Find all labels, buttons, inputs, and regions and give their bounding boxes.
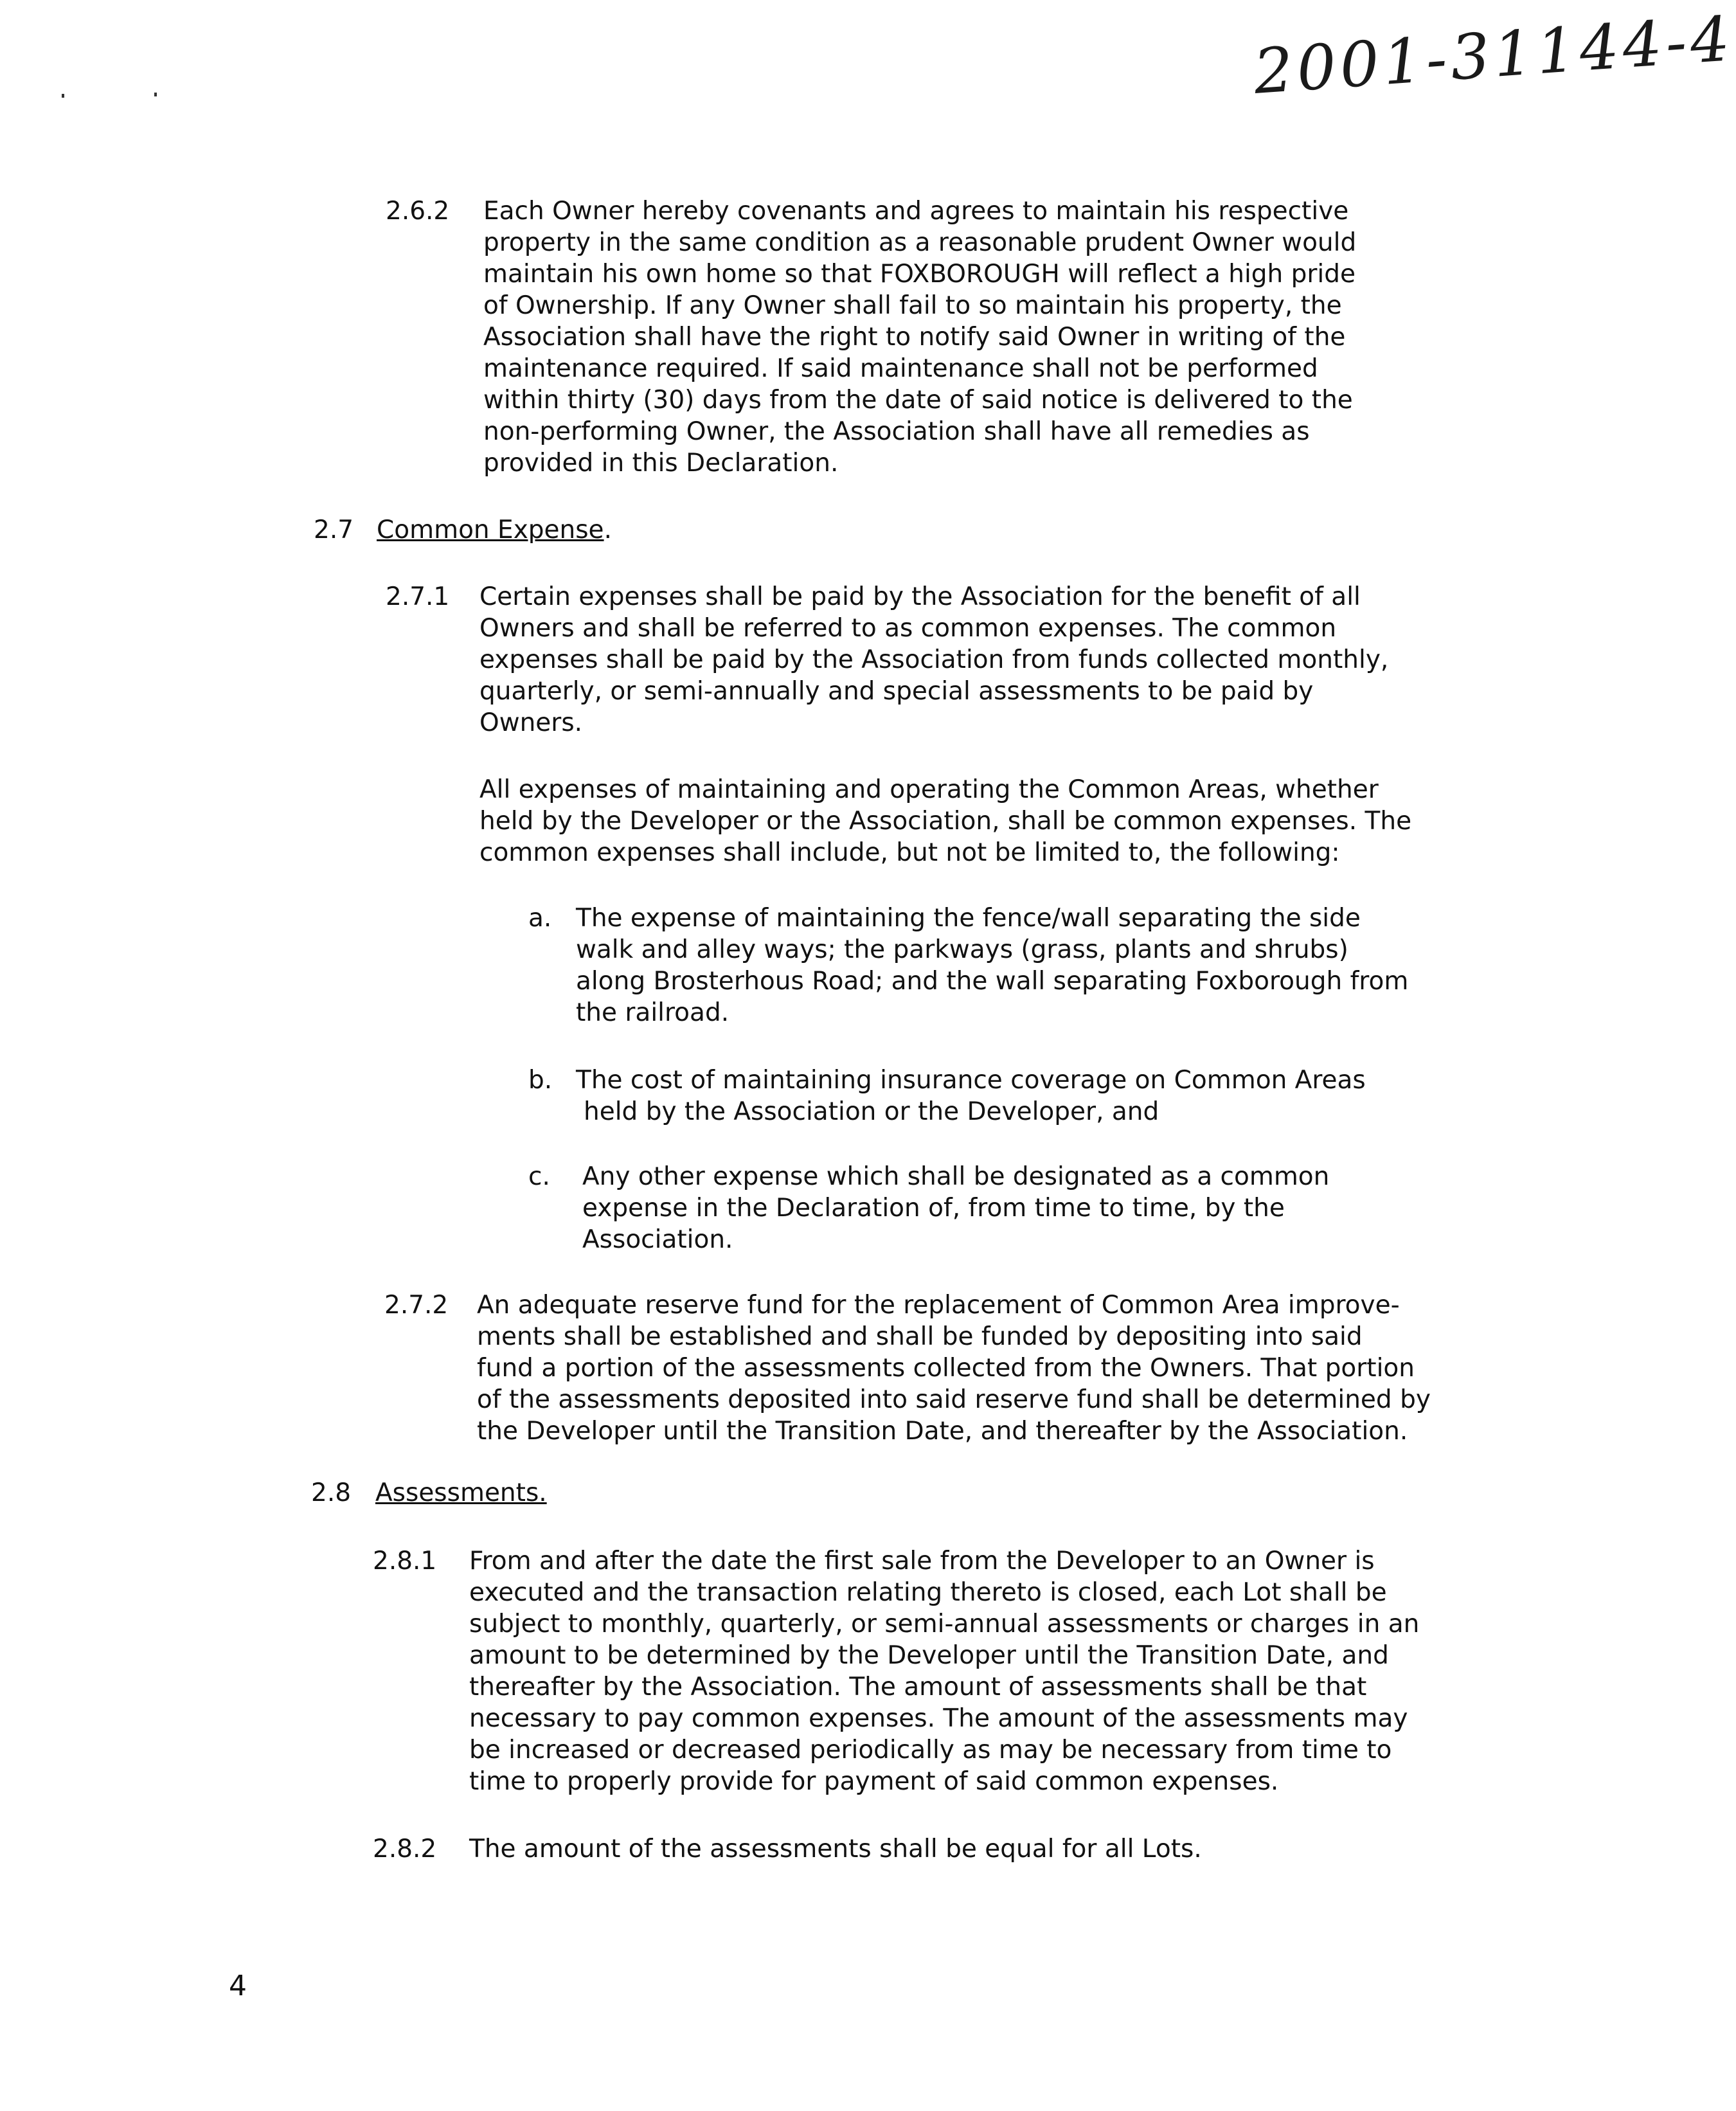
section-2-8-1-body: [469, 1545, 1419, 1797]
text-line: the Developer until the Transition Date, and thereafter by the Association.: [477, 1417, 1408, 1446]
list-item-c-body: [582, 1161, 1329, 1255]
section-2-7-2-body: [477, 1289, 1431, 1447]
text-line: of the assessments deposited into said reserve fund shall be determined by: [477, 1385, 1431, 1414]
section-2-8-heading: [375, 1477, 547, 1509]
text-line: time to properly provide for payment of said common expenses.: [469, 1767, 1279, 1796]
section-title: Common Expense: [377, 516, 604, 544]
text-line: walk and alley ways; the parkways (grass, plants and shrubs): [576, 935, 1348, 964]
text-line: quarterly, or semi-annually and special assessments to be paid by: [479, 677, 1314, 706]
text-line: expense in the Declaration of, from time to time, by the: [582, 1194, 1285, 1223]
section-number-2-8: 2.8: [311, 1478, 352, 1507]
text-line: Owners.: [479, 708, 583, 737]
section-number-2-8-1: 2.8.1: [373, 1547, 437, 1576]
text-line: held by the Developer or the Association, shall be common expenses. The: [479, 807, 1412, 836]
section-number-2-6-2: 2.6.2: [386, 197, 450, 226]
text-line: Owners and shall be referred to as common expenses. The common: [479, 614, 1337, 643]
text-line: Certain expenses shall be paid by the Association for the benefit of all: [479, 582, 1361, 611]
text-line: property in the same condition as a reasonable prudent Owner would: [483, 228, 1357, 257]
text-line: necessary to pay common expenses. The amount of the assessments may: [469, 1704, 1408, 1733]
text-line: All expenses of maintaining and operating the Common Areas, whether: [479, 775, 1379, 804]
scan-speck: [62, 94, 64, 98]
section-2-7-1-body: [479, 581, 1388, 739]
text-line: Each Owner hereby covenants and agrees to maintain his respective: [483, 197, 1349, 226]
section-2-7-1-body-continued: [479, 774, 1411, 868]
list-item-label-a: a.: [528, 904, 552, 933]
text-line: common expenses shall include, but not be limited to, the following:: [479, 838, 1340, 867]
text-line: within thirty (30) days from the date of said notice is delivered to the: [483, 386, 1353, 415]
list-item-label-c: c.: [528, 1162, 550, 1191]
section-title: Assessments.: [375, 1478, 547, 1507]
text-line: non-performing Owner, the Association shall have all remedies as: [483, 417, 1310, 446]
text-line: The cost of maintaining insurance coverage on Common Areas: [576, 1066, 1366, 1095]
text-line: Association shall have the right to notify said Owner in writing of the: [483, 323, 1346, 352]
text-line: expenses shall be paid by the Association from funds collected monthly,: [479, 645, 1389, 674]
text-line: maintenance required. If said maintenance shall not be performed: [483, 354, 1318, 383]
text-line: thereafter by the Association. The amount of assessments shall be that: [469, 1673, 1367, 1702]
text-line: of Ownership. If any Owner shall fail to so maintain his property, the: [483, 291, 1342, 320]
text-line: fund a portion of the assessments collected from the Owners. That portion: [477, 1354, 1415, 1383]
section-number-2-7-2: 2.7.2: [384, 1291, 449, 1320]
section-number-2-7-1: 2.7.1: [386, 582, 450, 611]
text-line: held by the Association or the Developer, and: [584, 1097, 1159, 1126]
text-line: provided in this Declaration.: [483, 449, 839, 478]
text-line: Association.: [582, 1225, 733, 1254]
text-line: maintain his own home so that FOXBOROUGH will reflect a high pride: [483, 260, 1356, 289]
text-line: subject to monthly, quarterly, or semi-annual assessments or charges in an: [469, 1610, 1420, 1639]
scan-speck: [154, 93, 157, 96]
text-line: executed and the transaction relating thereto is closed, each Lot shall be: [469, 1578, 1387, 1607]
section-number-2-8-2: 2.8.2: [373, 1835, 437, 1864]
text-line: An adequate reserve fund for the replacement of Common Area improve-: [477, 1291, 1400, 1320]
heading-punctuation: .: [604, 516, 612, 544]
list-item-a-body: [576, 903, 1408, 1029]
text-line: The amount of the assessments shall be equal for all Lots.: [469, 1835, 1202, 1864]
section-2-6-2-body: [483, 195, 1356, 479]
list-item-label-b: b.: [528, 1066, 553, 1095]
text-line: the railroad.: [576, 998, 729, 1027]
text-line: Any other expense which shall be designated as a common: [582, 1162, 1330, 1191]
section-2-7-heading: [377, 514, 612, 546]
text-line: The expense of maintaining the fence/wall separating the side: [576, 904, 1361, 933]
text-line: ments shall be established and shall be funded by depositing into said: [477, 1322, 1363, 1351]
text-line: From and after the date the first sale from the Developer to an Owner is: [469, 1547, 1375, 1576]
text-line: along Brosterhous Road; and the wall separating Foxborough from: [576, 967, 1409, 996]
page-number: 4: [229, 1970, 247, 2002]
text-line: amount to be determined by the Developer until the Transition Date, and: [469, 1641, 1389, 1670]
section-2-8-2-body: [469, 1833, 1202, 1865]
list-item-b-body: [576, 1064, 1366, 1127]
handwritten-document-number: 2001-31144-4: [1251, 3, 1736, 108]
text-line: be increased or decreased periodically as may be necessary from time to: [469, 1736, 1392, 1765]
section-number-2-7: 2.7: [314, 516, 354, 544]
